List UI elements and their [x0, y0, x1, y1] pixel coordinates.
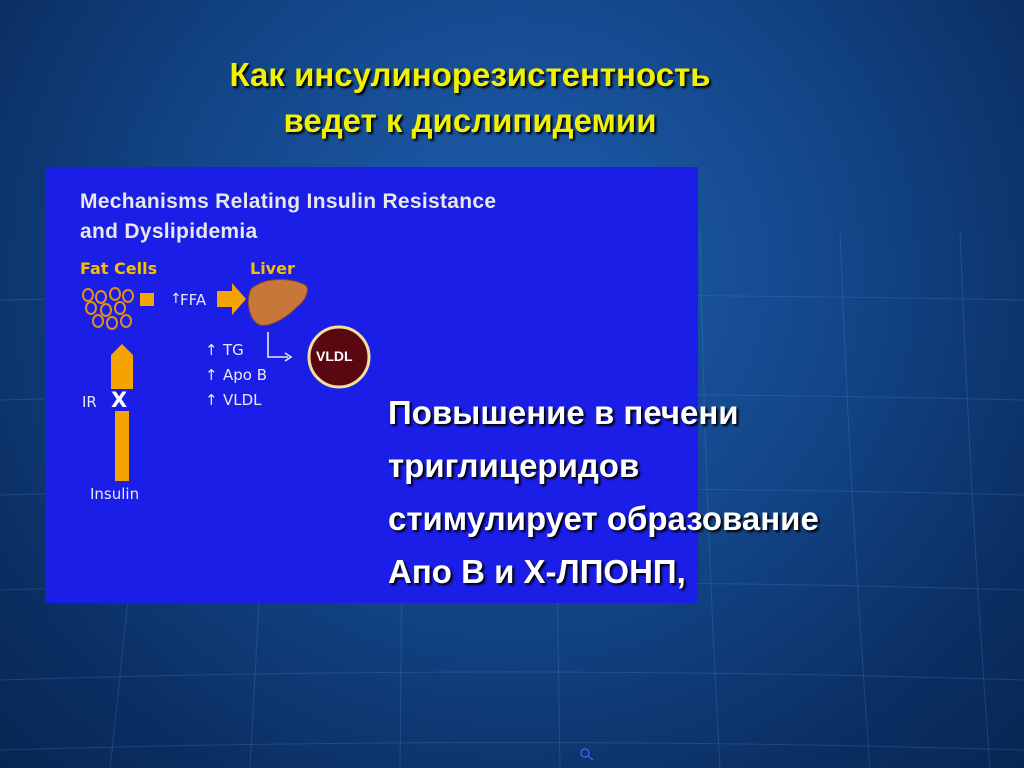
ffa-increase-icon: ↑ [170, 291, 182, 307]
ir-block-mark: X [111, 388, 128, 412]
ffa-square-icon [140, 293, 154, 306]
insulin-up-arrow-icon [111, 344, 133, 389]
output-tg: TG [223, 341, 244, 359]
liver-icon [248, 280, 307, 326]
ffa-label: FFA [180, 291, 207, 309]
ffa-arrow-icon [217, 283, 246, 315]
slide-title-line-2: ведет к дислипидемии [283, 102, 657, 139]
diagram-title-line-2: and Dyslipidemia [80, 220, 258, 243]
slide-body-text [388, 386, 988, 598]
ir-label: IR [82, 393, 97, 411]
body-line-4: Апо В и Х-ЛПОНП, [388, 553, 686, 590]
tg-increase-icon: ↑ [205, 341, 218, 359]
liver-label: Liver [250, 259, 295, 278]
apob-increase-icon: ↑ [205, 366, 218, 384]
body-line-1: Повышение в печени [388, 394, 739, 431]
output-apo-b: Apo B [223, 366, 268, 384]
body-line-2: триглицеридов [388, 447, 640, 484]
body-line-3: стимулирует образование [388, 500, 819, 537]
vldl-circle-label: VLDL [316, 348, 353, 364]
insulin-stem-icon [115, 411, 129, 481]
output-vldl: VLDL [223, 391, 262, 409]
slide-title [120, 52, 820, 144]
slide-title-line-1: Как инсулинорезистентность [229, 56, 711, 93]
diagram-title-line-1: Mechanisms Relating Insulin Resistance [80, 190, 497, 213]
vldl-increase-icon: ↑ [205, 391, 218, 409]
insulin-label: Insulin [90, 485, 140, 503]
fat-cells-label: Fat Cells [80, 259, 158, 278]
watermark [565, 747, 595, 763]
